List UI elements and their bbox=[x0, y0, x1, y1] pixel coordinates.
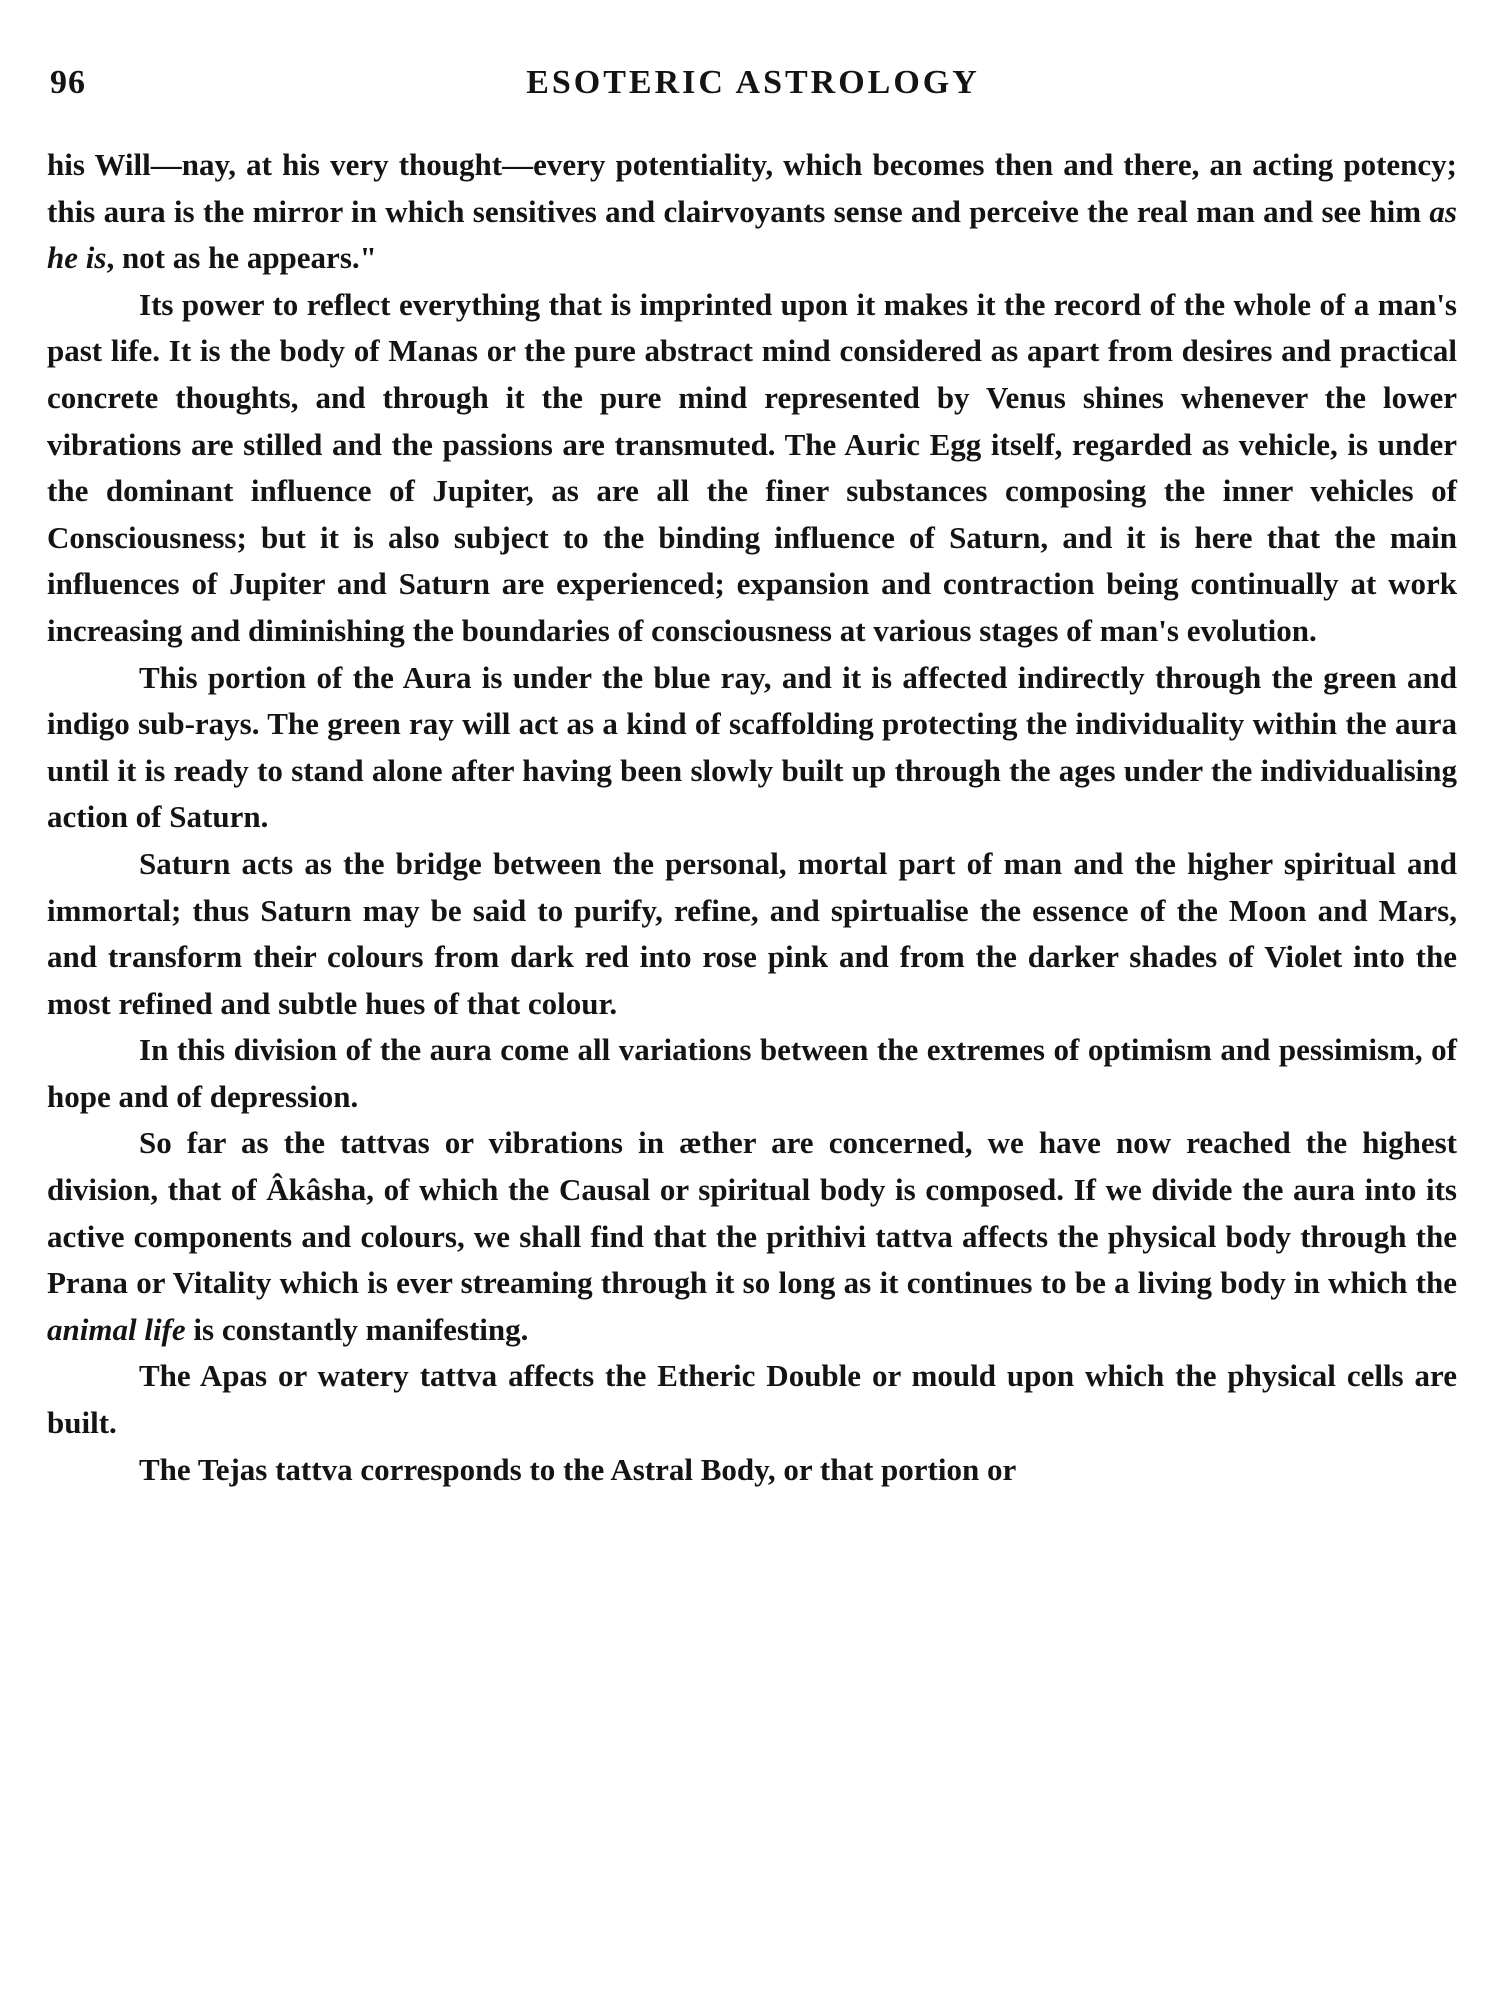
running-title: ESOTERIC ASTROLOGY bbox=[526, 64, 980, 101]
paragraph: The Tejas tattva corresponds to the Astral Body, or that portion or bbox=[139, 1451, 1017, 1487]
paragraph-text: his Will—nay, at his very thought—every potentiality, which becomes then and there, an acting potency; this aura is the mirror in which sensitives and clairvoyants sense and perceive the real man and see him bbox=[47, 147, 1457, 229]
paragraph: Saturn acts as the bridge between the personal, mortal part of man and the higher spiritual and immortal; thus Saturn may be said to purify, refine, and spirtualise the essence of the Moon and Mars, and transform their colours from dark red into rose pink and from the darker shades of Violet into the most refined and subtle hues of that colour. bbox=[47, 845, 1457, 1021]
paragraph-text: , not as he appears." bbox=[106, 240, 377, 276]
paragraph-continuation bbox=[47, 142, 1457, 282]
body-text bbox=[47, 142, 1457, 1493]
paragraph-text: So far as the tattvas or vibrations in æther are concerned, we have now reached the highest division, that of Âkâsha, of which the Causal or spiritual body is composed. If we divide the aura into its active components and colours, we shall find that the prithivi tattva affects the physical body through the Prana or Vitality which is ever streaming through it so long as it continues to be a living body in which the bbox=[47, 1125, 1457, 1301]
italic-phrase: animal life bbox=[47, 1311, 186, 1347]
paragraph: The Apas or watery tattva affects the Etheric Double or mould upon which the physical cells are built. bbox=[47, 1358, 1457, 1441]
paragraph: This portion of the Aura is under the blue ray, and it is affected indirectly through the green and indigo sub-rays. The green ray will act as a kind of scaffolding protecting the individuality within the aura until it is ready to stand alone after having been slowly built up through the ages under the individualising action of Saturn. bbox=[47, 659, 1457, 835]
page-number: 96 bbox=[50, 64, 86, 101]
italic-phrase: as he is bbox=[47, 193, 1457, 276]
paragraph bbox=[47, 1120, 1457, 1353]
paragraph: Its power to reflect everything that is imprinted upon it makes it the record of the whole of a man's past life. It is the body of Manas or the pure abstract mind considered as apart from desires and practical concrete thoughts, and through it the pure mind represented by Venus shines whenever the lower vibrations are stilled and the passions are transmuted. The Auric Egg itself, regarded as vehicle, is under the dominant influence of Jupiter, as are all the finer substances composing the inner vehicles of Consciousness; but it is also subject to the binding influence of Saturn, and it is here that the main influences of Jupiter and Saturn are experienced; expansion and contraction being continually at work increasing and diminishing the boundaries of consciousness at various stages of man's evolution. bbox=[47, 286, 1457, 648]
paragraph-text: is constantly manifesting. bbox=[185, 1311, 529, 1347]
paragraph: In this division of the aura come all variations between the extremes of optimism and pessimism, of hope and of depression. bbox=[47, 1032, 1457, 1114]
page-header bbox=[50, 64, 1450, 114]
